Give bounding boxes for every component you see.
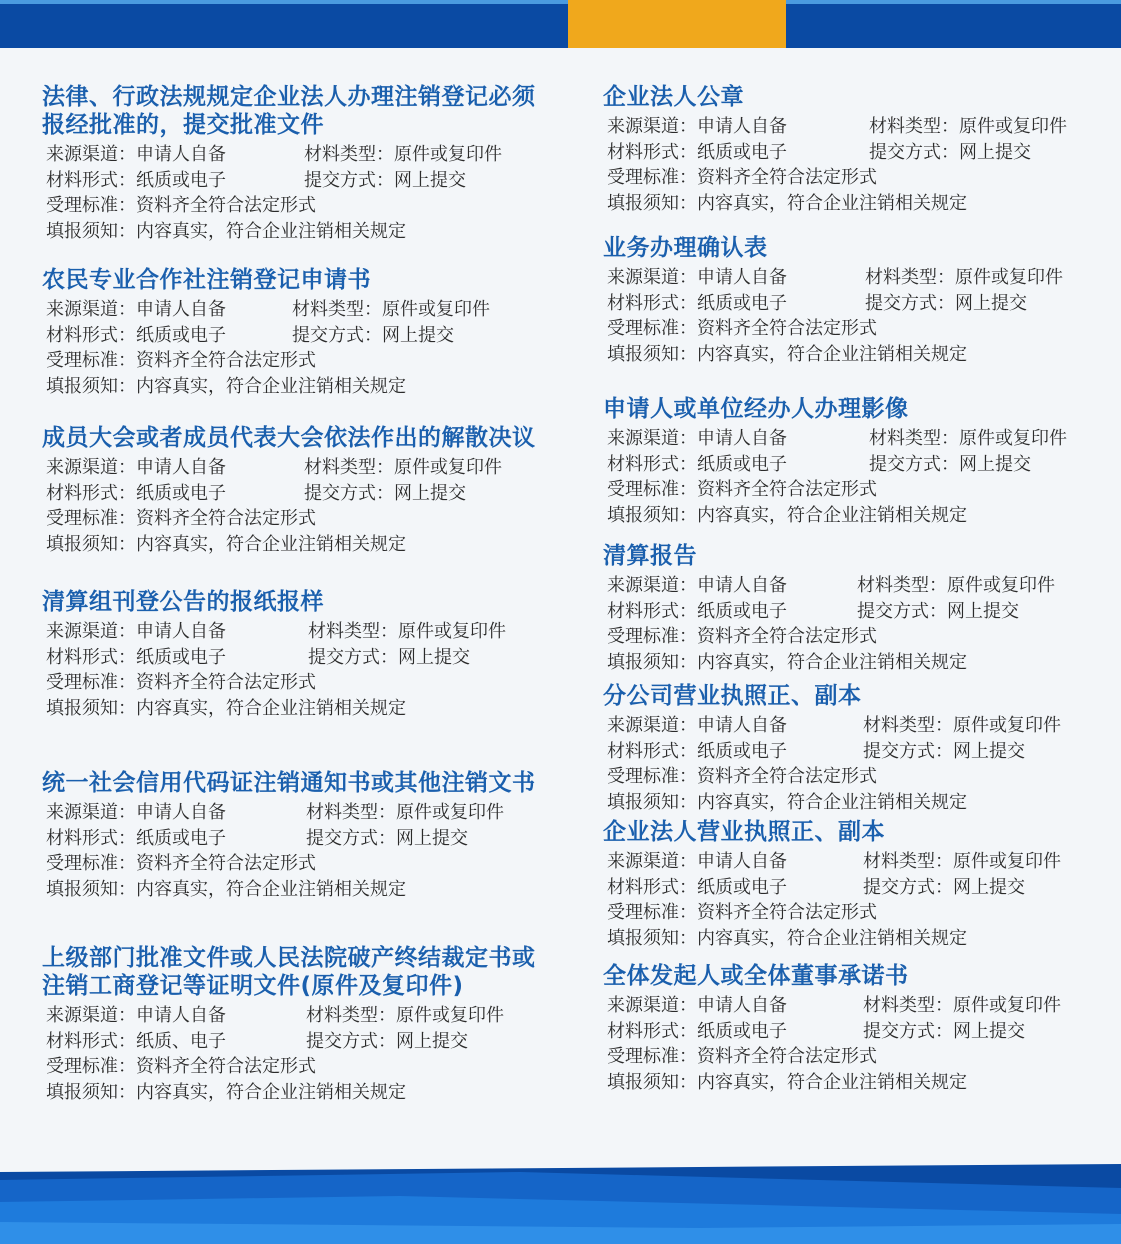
field-submit: 提交方式：网上提交 <box>869 141 1031 163</box>
section-title-line: 申请人或单位经办人办理影像 <box>603 396 909 422</box>
section-title-line: 注销工商登记等证明文件(原件及复印件) <box>42 973 464 999</box>
material-section <box>603 682 1061 815</box>
field-submit: 提交方式：网上提交 <box>304 482 466 504</box>
field-type: 材料类型：原件或复印件 <box>308 621 506 642</box>
info-row <box>46 374 490 400</box>
section-title <box>42 944 536 1000</box>
info-row <box>46 800 536 826</box>
field-source: 来源渠道：申请人自备 <box>46 1005 226 1026</box>
info-row <box>607 1070 1061 1096</box>
info-row <box>607 426 1067 452</box>
section-body <box>603 265 1063 367</box>
material-section <box>603 395 1067 528</box>
section-title-line: 企业法人公章 <box>603 84 744 110</box>
info-row <box>46 142 536 168</box>
section-body <box>603 849 1061 951</box>
field-notice: 填报须知：内容真实，符合企业注销相关规定 <box>607 791 967 813</box>
material-section <box>42 83 536 244</box>
field-standard: 受理标准：资料齐全符合法定形式 <box>46 350 316 371</box>
field-standard: 受理标准：资料齐全符合法定形式 <box>46 1056 316 1077</box>
field-form: 材料形式：纸质或电子 <box>607 453 787 475</box>
info-row <box>46 506 536 532</box>
field-standard: 受理标准：资料齐全符合法定形式 <box>46 672 316 693</box>
field-source: 来源渠道：申请人自备 <box>607 851 787 872</box>
info-row <box>607 452 1067 478</box>
info-row <box>46 826 536 852</box>
field-source: 来源渠道：申请人自备 <box>607 428 787 449</box>
info-row <box>46 851 536 877</box>
section-title-line: 报经批准的，提交批准文件 <box>42 112 324 138</box>
section-title-line: 企业法人营业执照正、副本 <box>603 819 885 845</box>
material-section <box>603 962 1061 1095</box>
field-form: 材料形式：纸质或电子 <box>607 600 787 622</box>
material-section <box>603 542 1055 675</box>
field-type: 材料类型：原件或复印件 <box>869 116 1067 137</box>
info-row <box>607 165 1067 191</box>
field-notice: 填报须知：内容真实，符合企业注销相关规定 <box>46 697 406 719</box>
info-row <box>607 477 1067 503</box>
info-row <box>607 316 1063 342</box>
section-title <box>603 234 1063 262</box>
field-source: 来源渠道：申请人自备 <box>607 267 787 288</box>
field-type: 材料类型：原件或复印件 <box>306 1005 504 1026</box>
header-accent-block <box>568 0 786 48</box>
section-title-line: 清算组刊登公告的报纸报样 <box>42 589 324 615</box>
field-submit: 提交方式：网上提交 <box>857 600 1019 622</box>
field-standard: 受理标准：资料齐全符合法定形式 <box>607 766 877 787</box>
section-body <box>42 800 536 902</box>
info-row <box>46 323 490 349</box>
field-source: 来源渠道：申请人自备 <box>46 299 226 320</box>
info-row <box>46 297 490 323</box>
field-standard: 受理标准：资料齐全符合法定形式 <box>607 626 877 647</box>
info-row <box>607 291 1063 317</box>
field-type: 材料类型：原件或复印件 <box>306 802 504 823</box>
field-standard: 受理标准：资料齐全符合法定形式 <box>46 195 316 216</box>
material-section <box>603 234 1063 367</box>
field-type: 材料类型：原件或复印件 <box>292 299 490 320</box>
field-notice: 填报须知：内容真实，符合企业注销相关规定 <box>46 375 406 397</box>
info-row <box>46 455 536 481</box>
field-notice: 填报须知：内容真实，符合企业注销相关规定 <box>607 927 967 949</box>
field-form: 材料形式：纸质或电子 <box>46 827 226 849</box>
field-source: 来源渠道：申请人自备 <box>46 621 226 642</box>
info-row <box>607 573 1055 599</box>
field-standard: 受理标准：资料齐全符合法定形式 <box>607 902 877 923</box>
section-title-line: 全体发起人或全体董事承诺书 <box>603 963 909 989</box>
section-body <box>42 1003 536 1105</box>
section-title <box>42 83 536 139</box>
field-standard: 受理标准：资料齐全符合法定形式 <box>607 1046 877 1067</box>
field-notice: 填报须知：内容真实，符合企业注销相关规定 <box>46 533 406 555</box>
field-form: 材料形式：纸质、电子 <box>46 1030 226 1052</box>
section-body <box>603 993 1061 1095</box>
info-row <box>46 1003 536 1029</box>
field-notice: 填报须知：内容真实，符合企业注销相关规定 <box>46 1081 406 1103</box>
field-source: 来源渠道：申请人自备 <box>607 116 787 137</box>
material-section <box>603 818 1061 951</box>
field-notice: 填报须知：内容真实，符合企业注销相关规定 <box>46 878 406 900</box>
field-notice: 填报须知：内容真实，符合企业注销相关规定 <box>607 192 967 214</box>
field-type: 材料类型：原件或复印件 <box>869 428 1067 449</box>
field-standard: 受理标准：资料齐全符合法定形式 <box>46 853 316 874</box>
field-standard: 受理标准：资料齐全符合法定形式 <box>607 318 877 339</box>
field-type: 材料类型：原件或复印件 <box>304 457 502 478</box>
info-row <box>46 877 536 903</box>
field-form: 材料形式：纸质或电子 <box>46 482 226 504</box>
info-row <box>607 900 1061 926</box>
section-title <box>42 266 490 294</box>
info-row <box>46 219 536 245</box>
material-section <box>42 266 490 399</box>
section-title-line: 上级部门批准文件或人民法院破产终结裁定书或 <box>42 945 536 971</box>
info-row <box>607 114 1067 140</box>
field-submit: 提交方式：网上提交 <box>863 1020 1025 1042</box>
info-row <box>607 849 1061 875</box>
section-title <box>603 682 1061 710</box>
info-row <box>607 790 1061 816</box>
field-standard: 受理标准：资料齐全符合法定形式 <box>46 508 316 529</box>
section-title-line: 成员大会或者成员代表大会依法作出的解散决议 <box>42 425 536 451</box>
field-submit: 提交方式：网上提交 <box>306 827 468 849</box>
info-row <box>607 342 1063 368</box>
info-row <box>607 993 1061 1019</box>
field-source: 来源渠道：申请人自备 <box>607 715 787 736</box>
info-row <box>607 1019 1061 1045</box>
section-title-line: 业务办理确认表 <box>603 235 768 261</box>
field-source: 来源渠道：申请人自备 <box>607 995 787 1016</box>
info-row <box>607 599 1055 625</box>
field-form: 材料形式：纸质或电子 <box>607 876 787 898</box>
section-title <box>603 818 1061 846</box>
info-row <box>607 624 1055 650</box>
field-notice: 填报须知：内容真实，符合企业注销相关规定 <box>607 504 967 526</box>
info-row <box>607 650 1055 676</box>
info-row <box>46 168 536 194</box>
info-row <box>607 875 1061 901</box>
field-standard: 受理标准：资料齐全符合法定形式 <box>607 479 877 500</box>
field-submit: 提交方式：网上提交 <box>292 324 454 346</box>
info-row <box>46 348 490 374</box>
section-title-line: 法律、行政法规规定企业法人办理注销登记必须 <box>42 84 536 110</box>
field-source: 来源渠道：申请人自备 <box>46 457 226 478</box>
field-notice: 填报须知：内容真实，符合企业注销相关规定 <box>46 220 406 242</box>
section-title-line: 统一社会信用代码证注销通知书或其他注销文书 <box>42 770 536 796</box>
info-row <box>46 1029 536 1055</box>
material-section <box>42 944 536 1105</box>
field-type: 材料类型：原件或复印件 <box>863 715 1061 736</box>
material-section <box>603 83 1067 216</box>
section-title-line: 清算报告 <box>603 543 697 569</box>
field-type: 材料类型：原件或复印件 <box>863 851 1061 872</box>
header-bar <box>0 0 1121 48</box>
info-row <box>607 503 1067 529</box>
info-row <box>46 1054 536 1080</box>
field-type: 材料类型：原件或复印件 <box>863 995 1061 1016</box>
section-title <box>42 588 506 616</box>
field-submit: 提交方式：网上提交 <box>865 292 1027 314</box>
field-form: 材料形式：纸质或电子 <box>46 646 226 668</box>
field-submit: 提交方式：网上提交 <box>306 1030 468 1052</box>
section-title-line: 农民专业合作社注销登记申请书 <box>42 267 371 293</box>
field-type: 材料类型：原件或复印件 <box>304 144 502 165</box>
footer-band <box>0 1158 1121 1244</box>
section-title-line: 分公司营业执照正、副本 <box>603 683 862 709</box>
field-form: 材料形式：纸质或电子 <box>46 169 226 191</box>
section-title <box>603 542 1055 570</box>
info-row <box>607 764 1061 790</box>
section-body <box>42 142 536 244</box>
info-row <box>46 1080 536 1106</box>
info-row <box>607 140 1067 166</box>
field-form: 材料形式：纸质或电子 <box>607 141 787 163</box>
field-notice: 填报须知：内容真实，符合企业注销相关规定 <box>607 343 967 365</box>
info-row <box>607 1044 1061 1070</box>
info-row <box>607 713 1061 739</box>
section-title <box>603 395 1067 423</box>
header-highlight-line <box>0 0 1121 4</box>
field-notice: 填报须知：内容真实，符合企业注销相关规定 <box>607 1071 967 1093</box>
field-submit: 提交方式：网上提交 <box>304 169 466 191</box>
info-row <box>46 193 536 219</box>
section-title <box>603 962 1061 990</box>
material-section <box>42 424 536 557</box>
field-submit: 提交方式：网上提交 <box>869 453 1031 475</box>
material-section <box>42 588 506 721</box>
field-form: 材料形式：纸质或电子 <box>607 292 787 314</box>
info-row <box>46 532 536 558</box>
field-type: 材料类型：原件或复印件 <box>857 575 1055 596</box>
section-title <box>42 424 536 452</box>
material-section <box>42 769 536 902</box>
field-submit: 提交方式：网上提交 <box>863 876 1025 898</box>
info-row <box>46 619 506 645</box>
section-body <box>603 573 1055 675</box>
info-row <box>607 191 1067 217</box>
section-body <box>42 455 536 557</box>
info-row <box>46 645 506 671</box>
field-source: 来源渠道：申请人自备 <box>607 575 787 596</box>
field-source: 来源渠道：申请人自备 <box>46 144 226 165</box>
field-submit: 提交方式：网上提交 <box>308 646 470 668</box>
section-body <box>42 619 506 721</box>
field-form: 材料形式：纸质或电子 <box>607 740 787 762</box>
info-row <box>46 696 506 722</box>
field-notice: 填报须知：内容真实，符合企业注销相关规定 <box>607 651 967 673</box>
field-form: 材料形式：纸质或电子 <box>607 1020 787 1042</box>
field-submit: 提交方式：网上提交 <box>863 740 1025 762</box>
field-form: 材料形式：纸质或电子 <box>46 324 226 346</box>
section-body <box>42 297 490 399</box>
field-type: 材料类型：原件或复印件 <box>865 267 1063 288</box>
field-standard: 受理标准：资料齐全符合法定形式 <box>607 167 877 188</box>
field-source: 来源渠道：申请人自备 <box>46 802 226 823</box>
info-row <box>607 265 1063 291</box>
section-body <box>603 426 1067 528</box>
info-row <box>46 670 506 696</box>
section-body <box>603 114 1067 216</box>
info-row <box>607 926 1061 952</box>
section-title <box>603 83 1067 111</box>
section-title <box>42 769 536 797</box>
info-row <box>46 481 536 507</box>
info-row <box>607 739 1061 765</box>
section-body <box>603 713 1061 815</box>
